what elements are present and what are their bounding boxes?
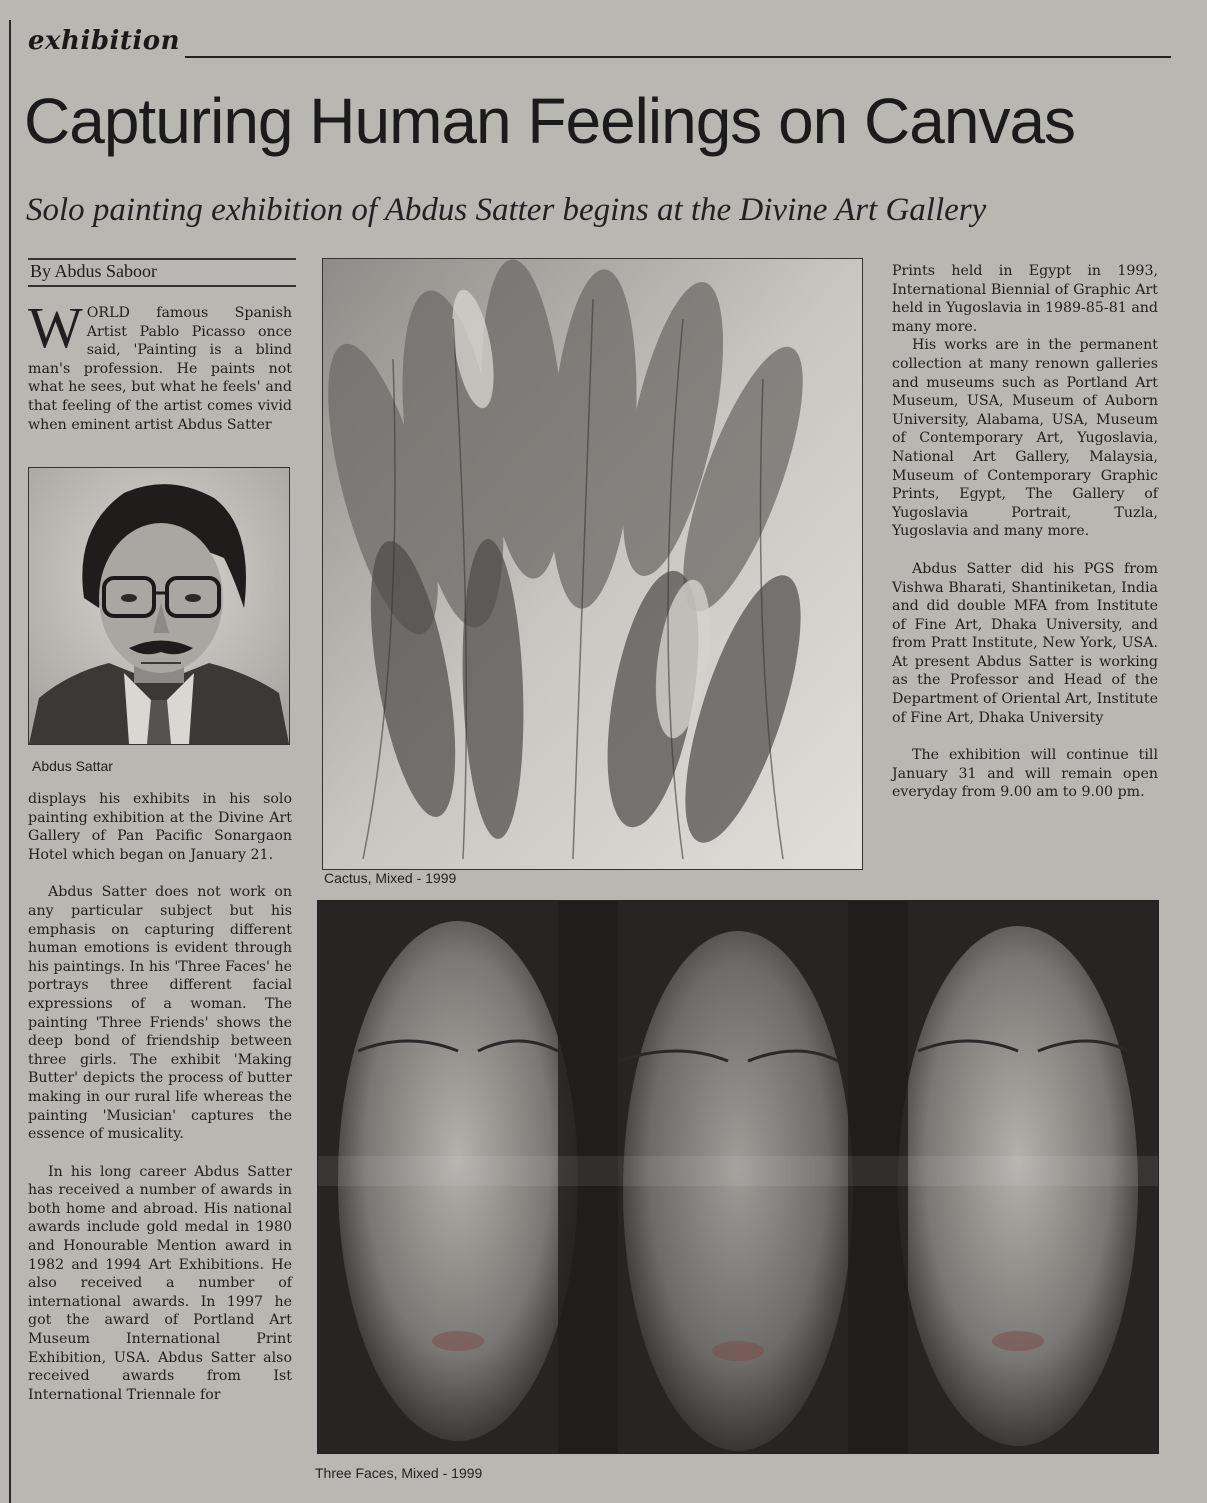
- collections-paragraph: His works are in the permanent collection at many renown galleries and museums such as Portland Art Museum, USA, Museum of Auborn University, Alabama, USA, Museum of Contemporary Art, Yugoslavia, National Art Gallery, Malaysia, Museum of Contemporary Graphic Prints, Egypt, The Gallery of Yugoslavia Portrait, Tuzla, Yugoslavia and many more.: [892, 337, 1158, 540]
- education-paragraph: Abdus Satter did his PGS from Vishwa Bharati, Shantiniketan, India and did double MFA from Institute of Fine Art, Dhaka University, and from Pratt Institute, New York, USA. At present Abdus Satter is working as the Professor and Head of the Department of Oriental Art, Institute of Fine Art, Dhaka University: [892, 560, 1158, 726]
- intro-continued: displays his exhibits in his solo painting exhibition at the Divine Art Gallery of Pan Pacific Sonargaon Hotel which began on January 21.: [28, 791, 292, 863]
- cactus-illustration: [323, 259, 862, 869]
- headline: Capturing Human Feelings on Canvas: [24, 85, 1076, 157]
- column-3-body: [892, 262, 1158, 802]
- emotions-paragraph: Abdus Satter does not work on any particular subject but his emphasis on capturing different human emotions is evident through his paintings. In his 'Three Faces' he portrays three different facial expressions of a woman. The painting 'Three Friends' shows the deep bond of friendship between three girls. The exhibit 'Making Butter' depicts the process of butter making in our rural life whereas the painting 'Musician' captures the essence of musicality.: [28, 884, 292, 1143]
- byline: By Abdus Saboor: [28, 258, 296, 287]
- prints-paragraph: Prints held in Egypt in 1993, International Biennial of Graphic Art held in Yugoslavia in 1989-85-81 and many more.: [892, 263, 1158, 335]
- cactus-painting: [322, 258, 863, 870]
- schedule-paragraph: The exhibition will continue till January 31 and will remain open everyday from 9.00 am to 9.00 pm.: [892, 747, 1158, 801]
- section-rule: [185, 56, 1171, 58]
- cactus-caption: Cactus, Mixed - 1999: [324, 870, 457, 886]
- page-left-rule: [9, 20, 11, 1503]
- portrait-illustration: [29, 468, 289, 744]
- column-1-body: [28, 790, 292, 1404]
- drop-cap: W: [28, 295, 83, 360]
- subhead: Solo painting exhibition of Abdus Satter begins at the Divine Art Gallery: [26, 192, 987, 228]
- column-1-intro: [28, 295, 292, 434]
- three-faces-illustration: [318, 901, 1158, 1453]
- portrait-caption: Abdus Sattar: [32, 758, 113, 774]
- awards-paragraph: In his long career Abdus Satter has received a number of awards in both home and abroad. His national awards include gold medal in 1980 and Honourable Mention award in 1982 and 1994 Art Exhibitions. He also received a number of international awards. In 1997 he got the award of Portland Art Museum International Print Exhibition, USA. Abdus Satter also received awards from Ist International Triennale for: [28, 1163, 292, 1403]
- three-faces-painting: [317, 900, 1159, 1454]
- intro-paragraph: ORLD famous Spanish Artist Pablo Picasso once said, 'Painting is a blind man's profession. He paints not what he sees, but what he feels' and that feeling of the artist comes vivid when eminent artist Abdus Satter: [28, 305, 292, 433]
- section-label: exhibition: [28, 26, 181, 56]
- artist-portrait-photo: [28, 467, 290, 745]
- three-faces-caption: Three Faces, Mixed - 1999: [315, 1465, 483, 1481]
